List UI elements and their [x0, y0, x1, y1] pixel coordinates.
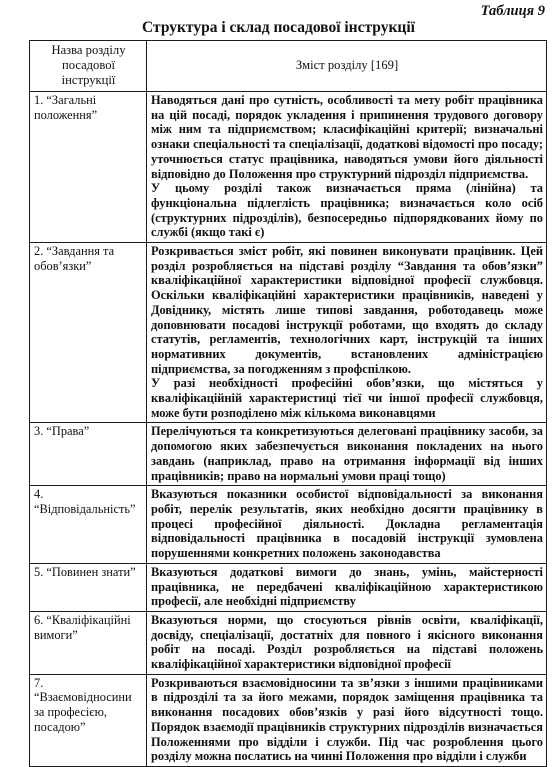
content-paragraph: Розкриваються взаємовідносини та зв’язки з іншими працівниками в підрозділі та за його межами, порядок заміщення працівника та виконання посадових обов’язків у разі його відсутності тощо. Порядок взаємодії працівників структурних підрозділів визначається Положеннями про відділи і служби. Під час розроблення цього розділу можна послатись на чинні Положення про відділи і служби	[151, 675, 543, 764]
content-paragraph: Розкривається зміст робіт, які повинен виконувати працівник. Цей розділ розробляється на підставі розділу “Завдання та обов’язки” кваліфікаційної характеристики відповідної професії службовця. Оскільки кваліфікаційні характеристики працівників, наведені у Довіднику, містять лише типові завдання, роботодавець може доповнювати посадові інструкції роботами, що входять до складу статутів, регламентів, технологічних карт, інструкцій та інших нормативних документів, встановлених адміністрацією підприємства, за погодженням з профспілкою.	[151, 244, 543, 376]
section-content-cell	[147, 243, 547, 423]
content-paragraph: Вказуються норми, що стосуються рівнів освіти, кваліфікації, досвіду, спеціалізації, достатніх для повного і якісного виконання робіт на посаді. Розділ розробляється на підставі положень кваліфікаційної характеристики відповідної професії	[151, 612, 543, 672]
content-paragraph: Наводяться дані про сутність, особливості та мету робіт працівника на цій посаді, порядок укладення і припинення трудового договору між ним та підприємством; класифікаційні критерії; визначальні ознаки спеціальності та спеціалізації, додаткові відомості про посаду; уточнюється статус працівника, наводяться умови його діяльності відповідно до Положення про структурний підрозділ підприємства.	[151, 93, 543, 181]
table-row	[30, 611, 547, 674]
section-name-cell: 2. “Завдання та обов’язки”	[30, 243, 147, 423]
instruction-structure-table	[29, 40, 547, 767]
section-name-cell: 1. “Загальні положення”	[30, 92, 147, 243]
header-section-content: Зміст розділу [169]	[147, 41, 547, 92]
section-name-cell: 3. “Права”	[30, 423, 147, 486]
section-content-cell	[147, 674, 547, 766]
table-row	[30, 423, 547, 486]
content-paragraph: У разі необхідності професійні обов’язки, що містяться у кваліфікаційній характеристиці тієї чи іншої професії службовця, може бути розподілено між кількома виконавцями	[151, 376, 543, 420]
content-paragraph: Вказуються додаткові вимоги до знань, умінь, майстерності працівника, не передбачені кваліфікаційною характеристикою професії, але необхідні підприємству	[151, 564, 543, 609]
table-row	[30, 243, 547, 423]
section-name-cell: 7. “Взаємовідносини за професією, посадою”	[30, 674, 147, 766]
table-row	[30, 486, 547, 564]
table-row	[30, 92, 547, 243]
section-name-cell: 5. “Повинен знати”	[30, 563, 147, 611]
section-content-cell	[147, 423, 547, 486]
section-content-cell	[147, 92, 547, 243]
section-content-cell	[147, 611, 547, 674]
table-row	[30, 674, 547, 766]
header-section-name: Назва розділу посадової інструкції	[30, 41, 147, 92]
content-paragraph: Вказуються показники особистої відповідальності за виконання робіт, перелік результатів, яких необхідно досягти працівнику в процесі професійної діяльності. Докладна регламентація відповідальності працівника в посадовій інструкції зумовлена порушеннями конкретних положень законодавства	[151, 487, 543, 561]
section-content-cell	[147, 486, 547, 564]
section-name-cell: 6. “Кваліфікаційні вимоги”	[30, 611, 147, 674]
content-paragraph: У цьому розділі також визначається пряма (лінійна) та функціональна підлеглість працівника; визначається коло осіб (структурних підрозділів), безпосередньо підпорядкованих йому по службі (якщо такі є)	[151, 181, 543, 240]
content-paragraph: Перелічуються та конкретизуються делеговані працівнику засоби, за допомогою яких забезпечується виконання покладених на нього завдань (наприклад, право на отримання інформації від інших працівників; право на нормальні умови праці тощо)	[151, 424, 543, 483]
table-title: Структура і склад посадової інструкції	[142, 19, 415, 36]
section-name-cell: 4. “Відповідальність”	[30, 486, 147, 564]
table-number-label: Таблиця 9	[480, 3, 545, 19]
table-header-row	[30, 41, 547, 92]
table-row	[30, 563, 547, 611]
section-content-cell	[147, 563, 547, 611]
